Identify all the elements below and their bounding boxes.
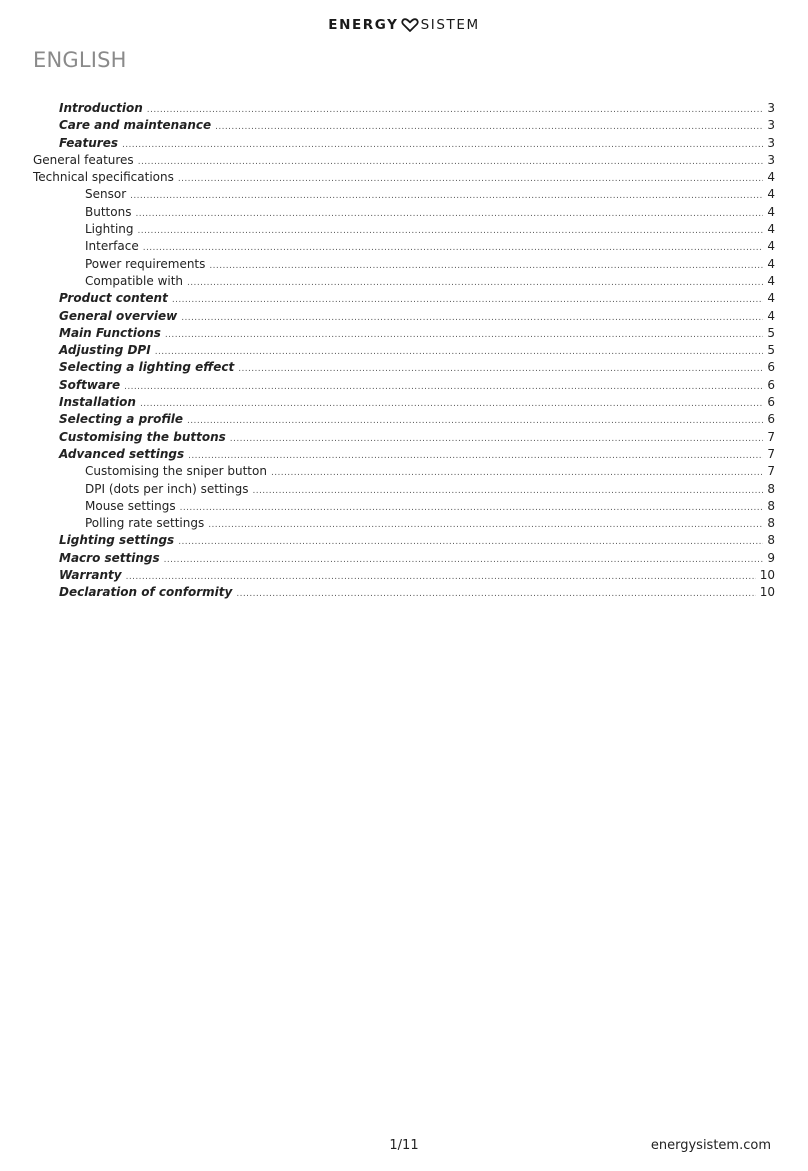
toc-entry[interactable]	[33, 429, 775, 446]
website-url: energysistem.com	[650, 1138, 771, 1153]
toc-entry-page: 8	[767, 481, 775, 496]
toc-entry-title: Software	[59, 377, 121, 392]
toc-entry[interactable]	[33, 273, 775, 290]
toc-entry[interactable]	[33, 290, 775, 307]
toc-entry-page: 9	[767, 550, 775, 565]
toc-entry-title: Introduction	[59, 101, 143, 115]
toc-entry-page: 3	[767, 101, 775, 115]
toc-entry[interactable]	[33, 394, 775, 411]
toc-entry-title: Interface	[85, 239, 139, 254]
brand-name-right: SISTEM	[420, 17, 480, 33]
toc-entry-title: Customising the buttons	[59, 429, 226, 444]
toc-entry-page: 10	[759, 568, 775, 583]
toc-entry[interactable]	[33, 481, 775, 498]
toc-entry-page: 7	[767, 429, 775, 444]
toc-entry-title: DPI (dots per inch) settings	[85, 481, 249, 496]
toc-entry-page: 4	[767, 256, 775, 271]
toc-dot-leader	[122, 137, 763, 154]
toc-entry-title: Product content	[59, 291, 168, 306]
toc-entry[interactable]	[33, 221, 775, 238]
toc-entry-title: Compatible with	[85, 273, 184, 288]
toc-entry-page: 6	[767, 360, 775, 375]
toc-entry[interactable]	[33, 186, 775, 203]
toc-entry-title: General overview	[59, 308, 178, 323]
heart-check-icon	[401, 18, 419, 32]
toc-dot-leader	[140, 396, 763, 413]
toc-entry[interactable]	[33, 515, 775, 532]
toc-entry[interactable]	[33, 325, 775, 342]
toc-entry-page: 4	[767, 308, 775, 323]
toc-entry[interactable]	[33, 377, 775, 394]
toc-entry-title: Polling rate settings	[85, 516, 205, 531]
toc-entry-page: 5	[767, 343, 775, 358]
toc-entry[interactable]	[33, 100, 775, 117]
toc-entry[interactable]	[33, 152, 775, 169]
toc-entry[interactable]	[33, 411, 775, 428]
toc-entry[interactable]	[33, 550, 775, 567]
toc-entry-page: 3	[767, 118, 775, 133]
toc-entry-page: 8	[767, 498, 775, 513]
toc-entry-page: 7	[767, 464, 775, 479]
toc-entry[interactable]	[33, 463, 775, 480]
brand-name-left: ENERGY	[328, 17, 399, 33]
toc-entry-title: Customising the sniper button	[85, 464, 267, 479]
toc-entry-page: 8	[767, 533, 775, 548]
toc-entry-title: Main Functions	[59, 325, 161, 340]
toc-entry-page: 4	[767, 273, 775, 288]
toc-dot-leader	[138, 154, 764, 171]
toc-entry-page: 3	[767, 135, 775, 150]
toc-entry[interactable]	[33, 308, 775, 325]
toc-entry-page: 6	[767, 412, 775, 427]
toc-entry-title: Declaration of conformity	[59, 585, 233, 600]
toc-entry-title: Advanced settings	[59, 446, 185, 461]
toc-dot-leader	[143, 240, 764, 257]
toc-entry[interactable]	[33, 256, 775, 273]
toc-entry[interactable]	[33, 584, 775, 601]
toc-entry-page: 6	[767, 395, 775, 410]
toc-dot-leader	[135, 206, 763, 223]
toc-entry[interactable]	[33, 498, 775, 515]
toc-entry-page: 4	[767, 291, 775, 306]
toc-entry-page: 4	[767, 187, 775, 202]
toc-entry-page: 3	[767, 152, 775, 167]
toc-dot-leader	[208, 517, 763, 534]
toc-entry-page: 4	[767, 222, 775, 237]
toc-dot-leader	[188, 448, 763, 465]
toc-entry-title: Mouse settings	[85, 498, 176, 513]
toc-dot-leader	[236, 586, 755, 603]
toc-entry[interactable]	[33, 169, 775, 186]
toc-dot-leader	[130, 188, 763, 205]
toc-entry[interactable]	[33, 117, 775, 134]
toc-entry-page: 5	[767, 325, 775, 340]
toc-entry[interactable]	[33, 238, 775, 255]
toc-entry-page: 4	[767, 239, 775, 254]
toc-entry-title: Lighting	[85, 222, 134, 237]
toc-entry-title: Care and maintenance	[59, 118, 212, 133]
toc-dot-leader	[238, 361, 763, 378]
toc-dot-leader	[181, 310, 763, 327]
toc-dot-leader	[155, 344, 764, 361]
toc-entry-page: 7	[767, 446, 775, 461]
toc-entry-title: Warranty	[59, 568, 122, 583]
toc-entry-title: Lighting settings	[59, 533, 175, 548]
toc-dot-leader	[165, 327, 763, 344]
toc-entry-page: 10	[759, 585, 775, 600]
toc-dot-leader	[178, 171, 764, 188]
toc-entry-title: Adjusting DPI	[59, 343, 151, 358]
toc-entry[interactable]	[33, 204, 775, 221]
toc-entry-title: Macro settings	[59, 550, 160, 565]
toc-dot-leader	[147, 102, 764, 119]
page-number: 1/11	[389, 1138, 419, 1153]
toc-entry-title: Selecting a lighting effect	[59, 360, 235, 375]
toc-entry[interactable]	[33, 532, 775, 549]
toc-entry-page: 4	[767, 170, 775, 185]
toc-entry-title: Selecting a profile	[59, 412, 184, 427]
toc-dot-leader	[180, 500, 764, 517]
toc-dot-leader	[215, 119, 763, 136]
toc-entry[interactable]	[33, 567, 775, 584]
toc-entry-title: Technical specifications	[33, 170, 174, 185]
toc-dot-leader	[172, 292, 764, 309]
brand-logo	[0, 17, 808, 33]
toc-dot-leader	[271, 465, 763, 482]
toc-entry-title: Buttons	[85, 204, 132, 219]
toc-dot-leader	[230, 431, 764, 448]
toc-entry[interactable]	[33, 359, 775, 376]
toc-dot-leader	[164, 552, 764, 569]
toc-entry[interactable]	[33, 342, 775, 359]
toc-dot-leader	[178, 534, 763, 551]
toc-dot-leader	[138, 223, 764, 240]
toc-entry-title: Sensor	[85, 187, 127, 202]
page-heading: ENGLISH	[33, 48, 127, 72]
toc-entry-title: Features	[59, 135, 118, 150]
toc-entry-title: Power requirements	[85, 256, 206, 271]
toc-dot-leader	[187, 413, 763, 430]
toc-entry-page: 6	[767, 377, 775, 392]
toc-entry[interactable]	[33, 446, 775, 463]
toc-entry-title: Installation	[59, 395, 136, 410]
toc-dot-leader	[209, 258, 763, 275]
toc-entry[interactable]	[33, 135, 775, 152]
toc-entry-page: 4	[767, 204, 775, 219]
table-of-contents	[33, 100, 775, 602]
toc-dot-leader	[187, 275, 763, 292]
toc-dot-leader	[252, 483, 763, 500]
toc-entry-title: General features	[33, 152, 134, 167]
toc-entry-page: 8	[767, 516, 775, 531]
toc-dot-leader	[124, 379, 763, 396]
